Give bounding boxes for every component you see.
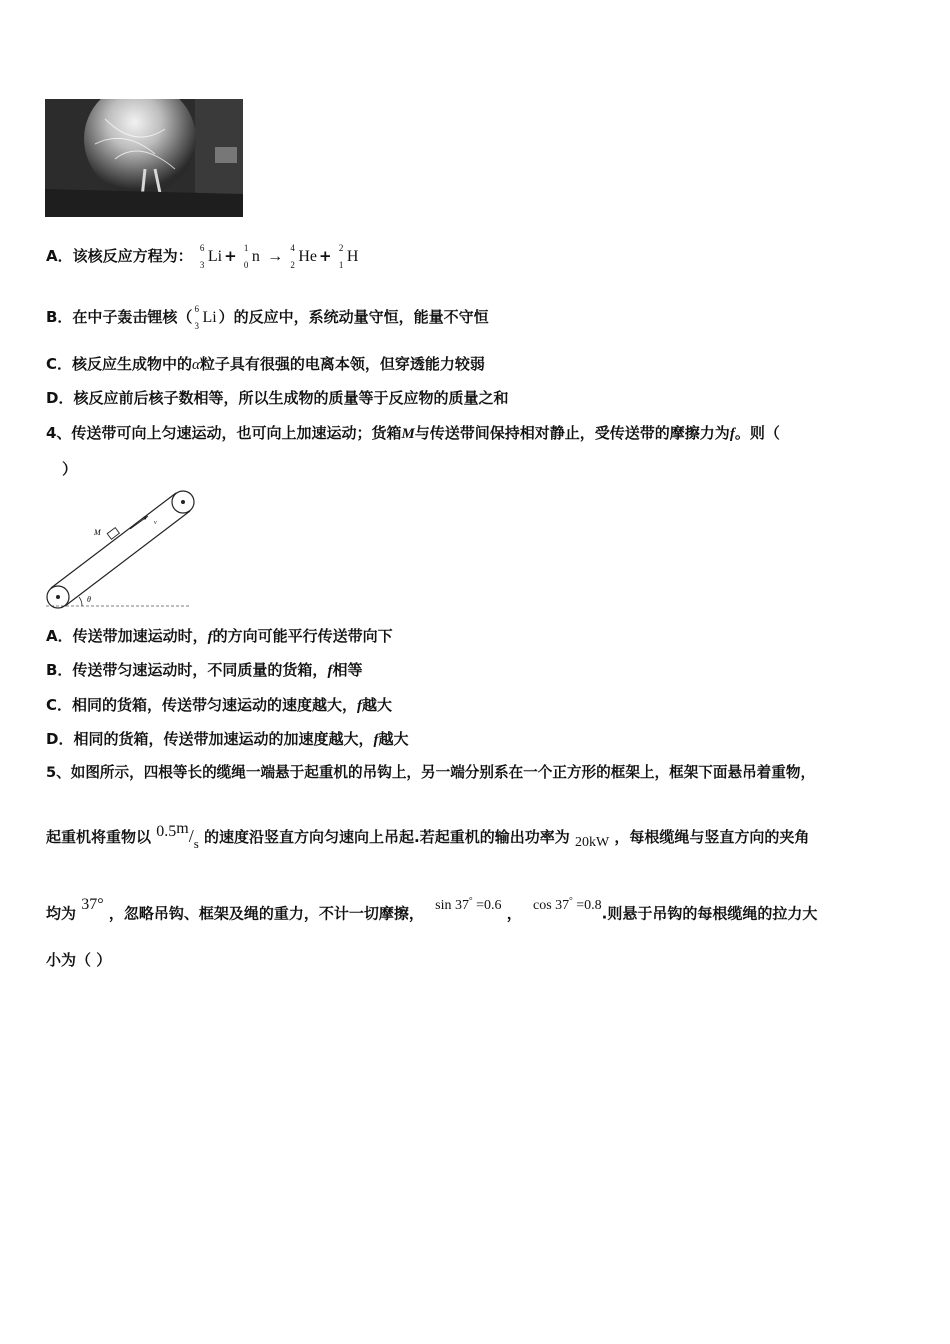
q4-m: M xyxy=(401,426,415,442)
h-symbol: H xyxy=(346,248,359,265)
he-mass: 4 xyxy=(290,243,295,253)
q5-line2-c: ，每根缆绳与竖直方向的夹角 xyxy=(614,828,810,846)
deuterium-nucleus xyxy=(338,243,359,270)
li-z-b: 3 xyxy=(194,321,199,331)
q5-line3-b: ，忽略吊钩、框架及绳的重力，不计一切摩擦， xyxy=(108,904,424,923)
unit-m: m xyxy=(176,820,189,837)
upper-pulley-axle xyxy=(181,500,185,504)
q4-option-b xyxy=(46,660,362,681)
q5-line2-b: 的速度沿竖直方向匀速向上吊起.若起重机的输出功率为 xyxy=(204,828,570,846)
plus-2: + xyxy=(319,247,332,265)
li-mass-b: 6 xyxy=(194,304,199,314)
plus-1: + xyxy=(224,247,237,265)
power-value: 20kW xyxy=(574,835,610,850)
q3-option-c xyxy=(46,354,485,375)
he-symbol: He xyxy=(298,248,318,265)
q4-stem-c: 。则（ xyxy=(734,424,780,442)
plasma-photo xyxy=(45,99,243,217)
sin-degree: ° xyxy=(468,895,473,905)
cos-degree: ° xyxy=(569,895,573,905)
q4-d-text: D．相同的货箱，传送带加速运动的加速度越大， xyxy=(46,730,374,748)
q5-line-3 xyxy=(46,895,818,926)
cos-label: cos 37 xyxy=(532,897,570,913)
q4-a-text-b: 的方向可能平行传送带向下 xyxy=(212,627,393,645)
q3-b-suffix: ）的反应中，系统动量守恒，能量不守恒 xyxy=(218,308,489,326)
q5-comma: ， xyxy=(506,904,522,923)
belt-top xyxy=(51,493,176,588)
q5-line-1: 5、如图所示，四根等长的缆绳一端悬于起重机的吊钩上，另一端分别系在一个正方形的框架上，框架下面悬吊着重物， xyxy=(46,764,816,781)
q3-a-text: A．该核反应方程为： xyxy=(46,247,193,265)
sin-label: sin 37 xyxy=(435,897,469,913)
conveyor-belt-diagram xyxy=(44,487,200,612)
q4-b-text: B．传送带匀速运动时，不同质量的货箱， xyxy=(46,661,328,679)
q5-line-2: 起重机将重物以 0.5m/s 的速度沿竖直方向匀速向上吊起.若起重机的输出功率为 20kW ，每根缆绳与竖直方向的夹角 xyxy=(46,820,810,851)
q4-d-f: f xyxy=(373,732,379,748)
q4-b-text-b: 相等 xyxy=(332,661,363,679)
q3-option-d: D．核反应前后核子数相等，所以生成物的质量等于反应物的质量之和 xyxy=(46,389,509,407)
angle-arc xyxy=(79,597,82,606)
q3-option-a xyxy=(46,243,360,270)
q4-stem-b: 与传送带间保持相对静止，受传送带的摩擦力为 xyxy=(414,424,730,442)
alpha-symbol: α xyxy=(192,357,200,373)
belt-bottom xyxy=(65,511,190,606)
lithium-nucleus-b xyxy=(194,304,217,331)
q4-stem xyxy=(46,423,780,444)
q5-line-4: 小为（ ） xyxy=(46,951,112,969)
q5-line2-a: 起重机将重物以 xyxy=(46,828,152,846)
li-z: 3 xyxy=(199,260,205,270)
li-mass: 6 xyxy=(199,243,205,253)
he-z: 2 xyxy=(290,260,295,270)
q5-line3-a: 均为 xyxy=(46,904,77,923)
mass-label: M xyxy=(94,528,101,537)
q4-c-text: C．相同的货箱，传送带匀速运动的速度越大， xyxy=(46,696,358,714)
q4-a-text: A．传送带加速运动时， xyxy=(46,627,208,645)
q4-b-f: f xyxy=(327,663,333,679)
angle-value: 37° xyxy=(81,895,104,913)
n-z: 0 xyxy=(243,260,249,270)
sin-value: =0.6 xyxy=(476,897,502,913)
arrow: → xyxy=(267,248,284,265)
li-symbol: Li xyxy=(207,248,223,265)
neutron xyxy=(243,243,260,270)
speed-value: 0.5 xyxy=(156,823,177,840)
h-mass: 2 xyxy=(338,243,344,253)
h-z: 1 xyxy=(338,260,344,270)
q4-stem-close: ） xyxy=(62,460,78,478)
q4-a-f: f xyxy=(207,629,213,645)
lower-pulley-axle xyxy=(56,595,60,599)
q4-c-f: f xyxy=(357,698,363,714)
li-symbol-b: Li xyxy=(202,309,217,326)
unit-s: s xyxy=(193,836,199,851)
cos-expression xyxy=(532,895,602,913)
cos-value: =0.8 xyxy=(576,897,602,913)
q4-c-text-b: 越大 xyxy=(362,696,393,714)
velocity-label: v xyxy=(154,520,157,526)
q4-option-a xyxy=(46,626,393,647)
q4-option-d xyxy=(46,729,408,750)
q3-option-b xyxy=(46,304,489,331)
q3-b-prefix: B．在中子轰击锂核（ xyxy=(46,308,193,326)
n-symbol: n xyxy=(251,248,260,265)
q4-stem-a: 4、传送带可向上匀速运动，也可向上加速运动；货箱 xyxy=(46,424,402,442)
n-mass: 1 xyxy=(243,243,249,253)
q4-f: f xyxy=(729,426,735,442)
q3-c-suffix: 粒子具有很强的电离本领，但穿透能力较弱 xyxy=(199,355,485,373)
q4-d-text-b: 越大 xyxy=(378,730,409,748)
q4-option-c xyxy=(46,695,392,716)
q3-c-prefix: C．核反应生成物中的 xyxy=(46,355,193,373)
angle-label: θ xyxy=(87,595,91,604)
sin-expression xyxy=(435,895,502,913)
q5-line3-c: .则悬于吊钩的每根缆绳的拉力大 xyxy=(601,904,818,923)
helium-nucleus xyxy=(290,243,318,270)
lithium-nucleus xyxy=(199,243,223,270)
